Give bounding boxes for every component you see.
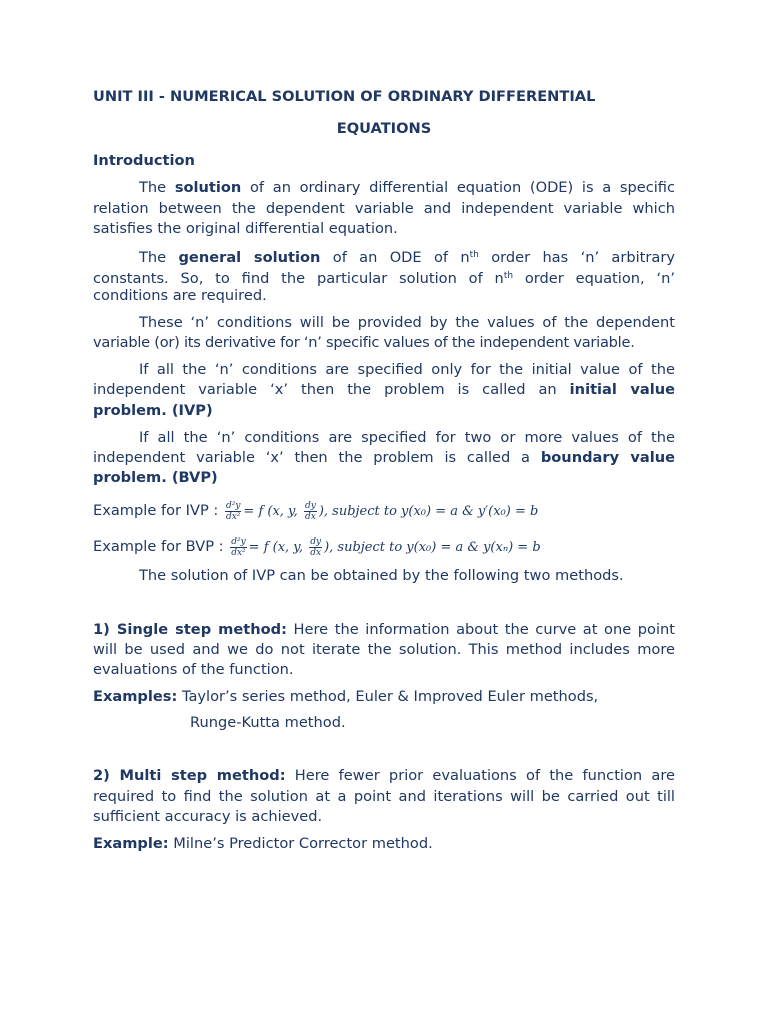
equation-text: = f (x, y, <box>248 540 308 555</box>
p5-text: independent variable ‘x’ then the problem is called a <box>93 449 541 466</box>
p1-line-1 <box>93 178 675 198</box>
frac-num: dy <box>310 536 322 547</box>
frac-num: d²y <box>225 500 241 511</box>
example-label: Example: <box>93 835 169 852</box>
p2-line-3 <box>93 286 675 306</box>
p1-text: satisfies the original differential equation. <box>93 220 398 237</box>
single-step-line-2 <box>93 640 675 660</box>
multi-step-example <box>93 834 675 854</box>
example-bvp-label: Example for BVP : <box>93 538 229 555</box>
frac-den: dx² <box>225 511 241 522</box>
single-step-text: Here the information about the curve at one point <box>286 621 675 638</box>
examples-label: Examples: <box>93 688 178 705</box>
examples-text: Runge-Kutta method. <box>190 714 346 731</box>
single-step-examples-2 <box>93 713 675 733</box>
p5-line-1 <box>93 428 675 448</box>
single-step-line-3 <box>93 660 675 680</box>
methods-intro-text: The solution of IVP can be obtained by the following two methods. <box>139 567 624 584</box>
p2-sup: th <box>469 250 479 260</box>
p1-line-2 <box>93 199 675 219</box>
frac-den: dx <box>304 511 316 522</box>
p3-text: variable (or) its derivative for ‘n’ specific values of the independent variable. <box>93 334 635 351</box>
p2-text: order equation, ‘n’ <box>513 270 675 287</box>
example-text: Milne’s Predictor Corrector method. <box>168 835 433 852</box>
intro-heading-text: Introduction <box>93 152 195 169</box>
p3-line-2 <box>93 333 675 353</box>
fraction-d2y-dx2 <box>230 537 246 558</box>
fraction-dy-dx <box>304 501 317 522</box>
equation-text: ), subject to y(x₀) = a & y(xₙ) = b <box>324 540 541 555</box>
frac-num: dy <box>304 500 316 511</box>
p1-text: The <box>139 179 175 196</box>
multi-step-line-3 <box>93 807 675 827</box>
p4-line-3 <box>93 401 675 421</box>
equation-text: = f (x, y, <box>243 504 302 519</box>
p5-line-2 <box>93 448 675 468</box>
p2-text: The <box>139 249 179 266</box>
p2-sup: th <box>503 271 514 281</box>
examples-text: Taylor’s series method, Euler & Improved Euler methods, <box>177 688 599 705</box>
p4-bold: initial value <box>569 381 675 398</box>
p1-text: relation between the dependent variable and independent variable which <box>93 200 675 217</box>
p2-text: conditions are required. <box>93 287 267 304</box>
example-ivp-label: Example for IVP : <box>93 502 223 519</box>
p3-text: These ‘n’ conditions will be provided by the values of the dependent <box>139 314 675 331</box>
single-step-text: evaluations of the function. <box>93 661 294 678</box>
title-line-1 <box>93 87 675 107</box>
single-step-examples <box>93 687 675 707</box>
example-bvp <box>93 535 675 560</box>
p2-text: constants. So, to find the particular solution of n <box>93 270 504 287</box>
equation-text: ), subject to y(x₀) = a & y′(x₀) = b <box>318 504 539 519</box>
fraction-d2y-dx2 <box>225 501 241 522</box>
single-step-heading: 1) Single step method: <box>93 621 287 638</box>
title-text-2: EQUATIONS <box>336 120 432 137</box>
p1-text: of an ordinary differential equation (ODE) is a specific <box>241 179 675 196</box>
single-step-line-1 <box>93 620 675 640</box>
multi-step-text: sufficient accuracy is achieved. <box>93 808 323 825</box>
p2-line-1 <box>93 245 675 268</box>
p1-bold: solution <box>174 179 242 196</box>
frac-num: d²y <box>231 536 246 547</box>
multi-step-heading: 2) Multi step method: <box>93 767 286 784</box>
multi-step-text: required to find the solution at a point and iterations will be carried out till <box>93 788 675 805</box>
p2-text: of an ODE of n <box>320 249 470 266</box>
fraction-dy-dx <box>309 537 322 558</box>
p2-text: order has ‘n’ arbitrary <box>478 249 675 266</box>
p4-line-1 <box>93 360 675 380</box>
p5-bold: boundary value <box>540 449 675 466</box>
p4-bold: problem. (IVP) <box>93 402 213 419</box>
title-line-2 <box>93 119 675 139</box>
p5-text: If all the ‘n’ conditions are specified for two or more values of the <box>139 429 675 446</box>
single-step-text: will be used and we do not iterate the solution. This method includes more <box>93 641 675 658</box>
methods-intro <box>93 566 675 586</box>
example-ivp <box>93 499 675 524</box>
multi-step-text: Here fewer prior evaluations of the function are <box>285 767 675 784</box>
p5-bold: problem. (BVP) <box>93 469 218 486</box>
p4-text: If all the ‘n’ conditions are specified only for the initial value of the <box>139 361 675 378</box>
p1-line-3 <box>93 219 675 239</box>
p4-line-2 <box>93 380 675 400</box>
p2-bold: general solution <box>178 249 321 266</box>
p3-line-1 <box>93 313 675 333</box>
title-text: UNIT III - NUMERICAL SOLUTION OF ORDINARY DIFFERENTIAL <box>93 88 596 105</box>
multi-step-line-1 <box>93 766 675 786</box>
p5-line-3 <box>93 468 675 488</box>
intro-heading <box>93 151 675 171</box>
p4-text: independent variable ‘x’ then the problem is called an <box>93 381 570 398</box>
frac-den: dx <box>310 547 322 558</box>
multi-step-line-2 <box>93 787 675 807</box>
frac-den: dx² <box>231 547 246 558</box>
